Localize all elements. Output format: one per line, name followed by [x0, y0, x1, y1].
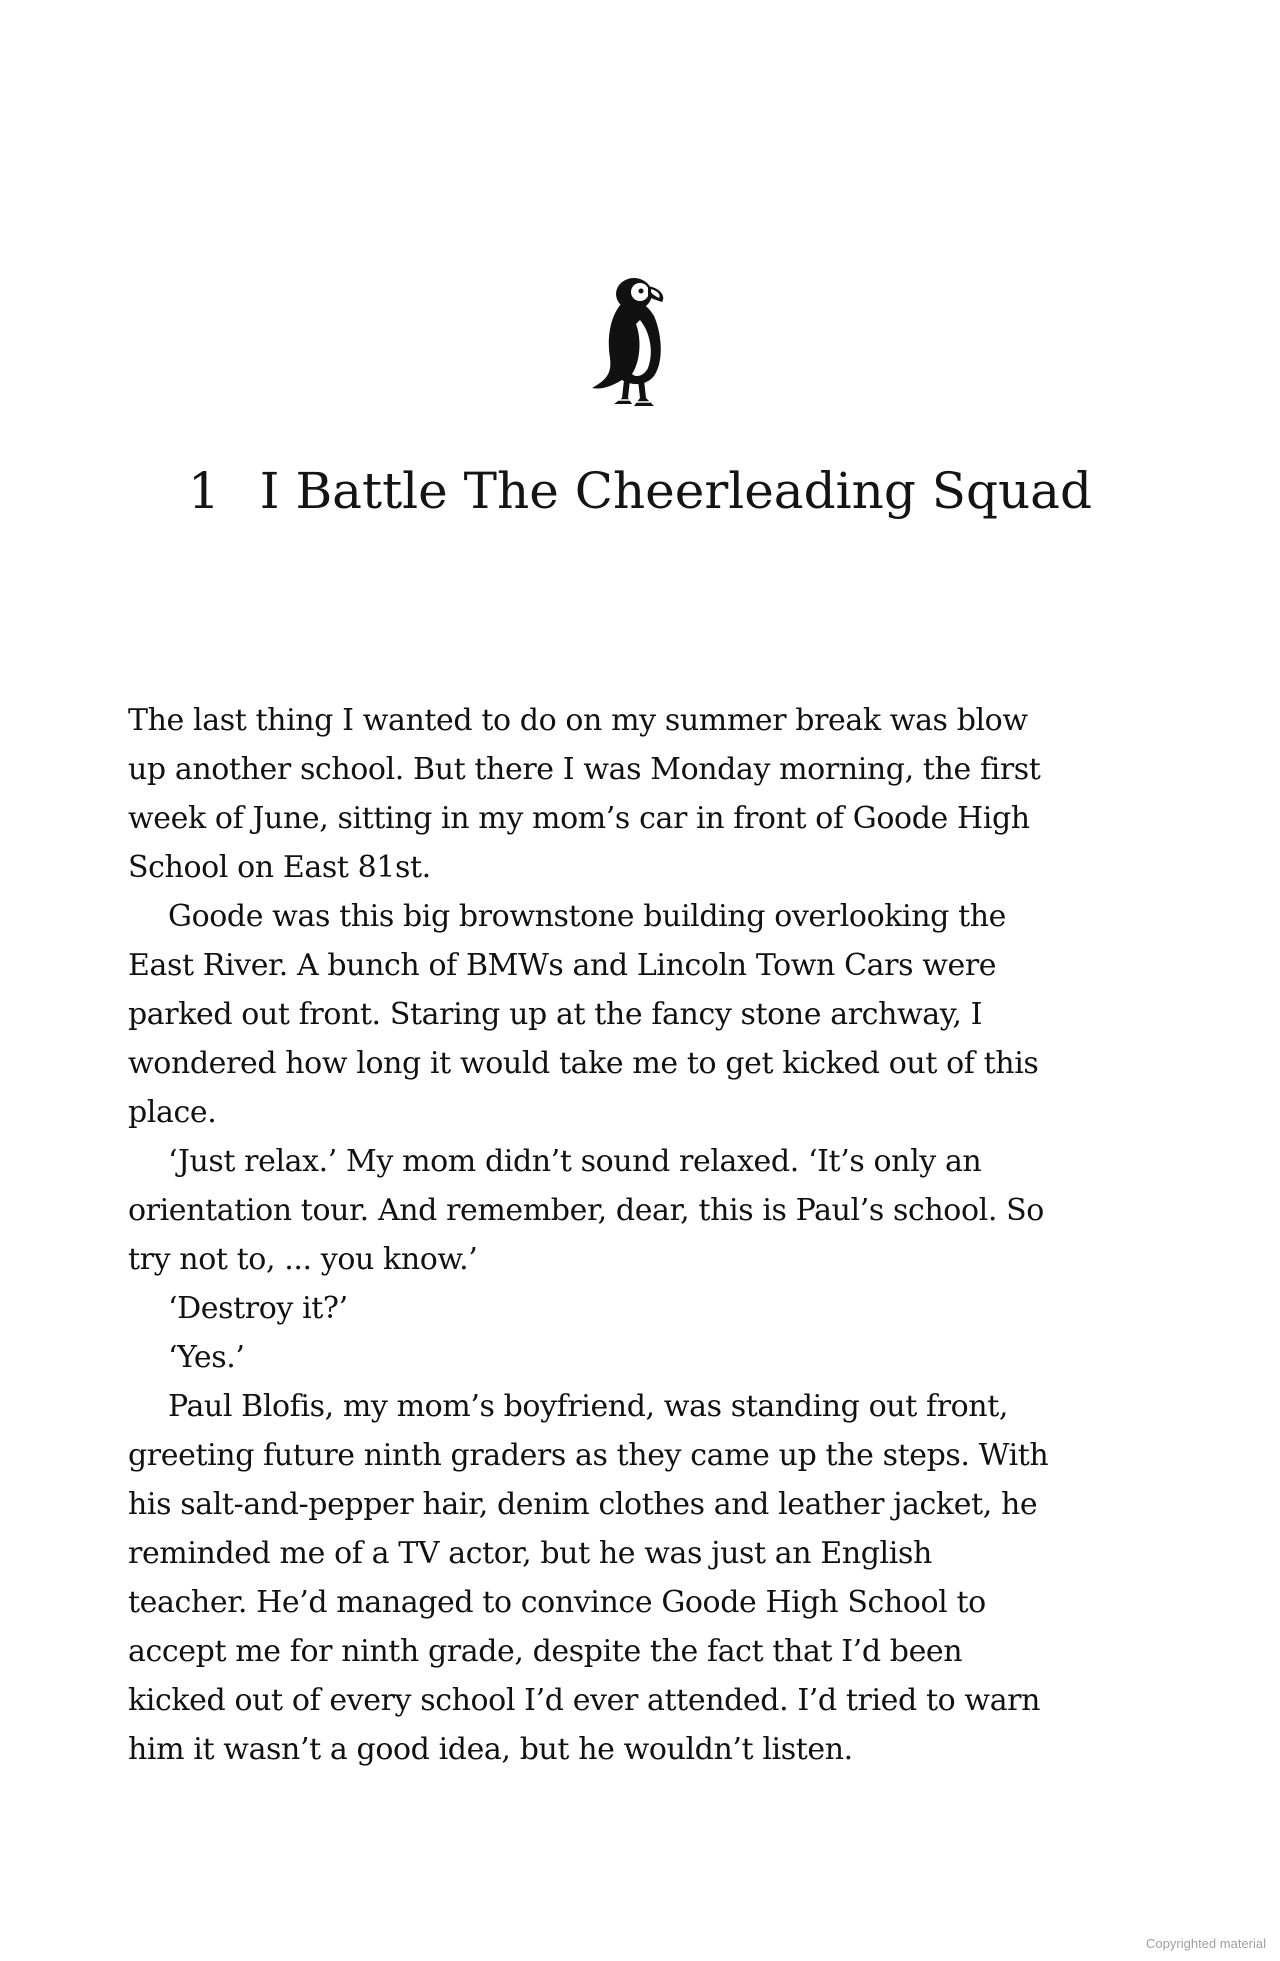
puffin-icon	[588, 276, 684, 416]
text-line: greeting future ninth graders as they came up the steps. With	[128, 1438, 1049, 1473]
text-line: ‘Just relax.’ My mom didn’t sound relaxed. ‘It’s only an	[168, 1144, 982, 1179]
text-line: ‘Yes.’	[168, 1340, 245, 1375]
text-line: try not to, ... you know.’	[128, 1242, 478, 1277]
text-line: accept me for ninth grade, despite the fact that I’d been	[128, 1634, 963, 1669]
text-line: week of June, sitting in my mom’s car in front of Goode High	[128, 801, 1030, 836]
text-line: The last thing I wanted to do on my summer break was blow	[128, 703, 1028, 738]
text-line: parked out front. Staring up at the fancy stone archway, I	[128, 997, 983, 1032]
text-line: East River. A bunch of BMWs and Lincoln Town Cars were	[128, 948, 997, 983]
text-line: reminded me of a TV actor, but he was just an English	[128, 1536, 932, 1571]
text-line: School on East 81st.	[128, 850, 431, 885]
chapter-body	[128, 696, 1168, 1774]
text-line: up another school. But there I was Monday morning, the first	[128, 752, 1041, 787]
text-line: orientation tour. And remember, dear, this is Paul’s school. So	[128, 1193, 1044, 1228]
text-line: ‘Destroy it?’	[168, 1291, 348, 1326]
text-line: Paul Blofis, my mom’s boyfriend, was standing out front,	[168, 1389, 1009, 1424]
chapter-heading	[0, 458, 1280, 524]
copyright-notice: Copyrighted material	[1146, 1936, 1266, 1951]
text-line: teacher. He’d managed to convince Goode High School to	[128, 1585, 986, 1620]
chapter-title: I Battle The Cheerleading Squad	[259, 462, 1092, 520]
text-line: Goode was this big brownstone building overlooking the	[168, 899, 1007, 934]
text-line: wondered how long it would take me to get kicked out of this	[128, 1046, 1039, 1081]
text-line: kicked out of every school I’d ever attended. I’d tried to warn	[128, 1683, 1041, 1718]
text-line: him it wasn’t a good idea, but he wouldn’t listen.	[128, 1732, 853, 1767]
chapter-number: 1	[187, 462, 220, 520]
text-line: place.	[128, 1095, 217, 1130]
text-line: his salt-and-pepper hair, denim clothes and leather jacket, he	[128, 1487, 1038, 1522]
